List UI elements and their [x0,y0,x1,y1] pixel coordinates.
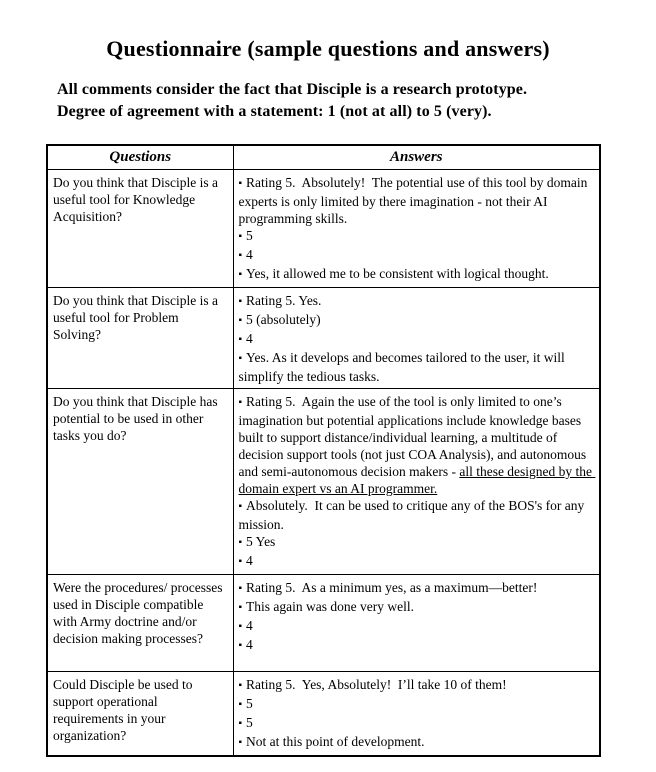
answer-text-underlined: all these designed by the domain expert vs an AI programmer. [238,464,596,496]
answer-text: Rating 5. Yes. [246,293,322,308]
question-cell [47,170,233,288]
bullet-icon: ▪ [238,353,243,364]
answers-cell [233,389,600,575]
answer-text: 4 [246,637,253,652]
answer-item [239,533,594,552]
bullet-icon: ▪ [238,269,243,280]
question-cell [47,575,233,672]
answer-item [239,292,594,311]
answer-text: 5 Yes [246,534,276,549]
bullet-icon: ▪ [238,334,243,345]
table-body [47,170,600,757]
answer-item [239,733,594,752]
answer-text: 5 [246,696,253,711]
question-cell [47,288,233,389]
answer-text: 4 [246,553,253,568]
question-text: Were the procedures/ processes used in Disciple compatible with Army doctrine and/or decision making processes? [53,580,226,646]
answer-item [239,636,594,655]
table-row [47,170,600,288]
answer-item [239,246,594,265]
intro-line-1: All comments consider the fact that Disciple is a research prototype. [57,81,528,98]
answer-text: Yes. As it develops and becomes tailored to the user, it will simplify the tedious tasks. [238,350,569,384]
answer-text: 5 [246,715,253,730]
answer-item [239,676,594,695]
question-text: Could Disciple be used to support operational requirements in your organization? [53,677,196,743]
question-cell [47,672,233,757]
answer-item [239,617,594,636]
question-text: Do you think that Disciple has potential to be used in other tasks you do? [53,394,221,443]
answers-cell [233,672,600,757]
answer-item [239,330,594,349]
answer-item [239,598,594,617]
bullet-icon: ▪ [238,737,243,748]
answer-text: 4 [246,618,253,633]
answers-cell [233,170,600,288]
answer-text: Yes, it allowed me to be consistent with logical thought. [246,266,549,281]
question-text: Do you think that Disciple is a useful tool for Problem Solving? [53,293,222,342]
answer-text: Rating 5. As a minimum yes, as a maximum—better! [246,580,538,595]
question-cell [47,389,233,575]
answer-item [239,349,594,385]
bullet-icon: ▪ [238,556,243,567]
answer-text: Not at this point of development. [246,734,425,749]
questionnaire-table [46,144,601,757]
bullet-icon: ▪ [238,537,243,548]
answer-item [239,714,594,733]
bullet-icon: ▪ [238,397,243,408]
bullet-icon: ▪ [238,583,243,594]
answer-text: Rating 5. Absolutely! The potential use of this tool by domain experts is only limited by there imagination - not their AI programming skills. [238,175,591,226]
bullet-icon: ▪ [238,640,243,651]
questions-column-header: Questions [47,145,233,170]
answer-item [239,174,594,227]
answer-item [239,579,594,598]
answer-text: Rating 5. Again the use of the tool is only limited to one’s imagination but potential applications include knowledge bases built to support distance/individual learning, a multitude of decision support tools (not just COA Analysis), and autonomous and semi-autonomous decision makers - [238,394,590,479]
bullet-icon: ▪ [238,501,243,512]
bullet-icon: ▪ [238,178,243,189]
answers-cell [233,575,600,672]
table-row [47,575,600,672]
answer-text: Absolutely. It can be used to critique any of the BOS's for any mission. [238,498,588,532]
answer-text: Rating 5. Yes, Absolutely! I’ll take 10 of them! [246,677,507,692]
intro-note [57,79,636,123]
bullet-icon: ▪ [238,296,243,307]
answer-item [239,497,594,533]
answer-item [239,311,594,330]
answer-item [239,695,594,714]
bullet-icon: ▪ [238,680,243,691]
answer-item [239,227,594,246]
bullet-icon: ▪ [238,718,243,729]
page-title: Questionnaire (sample questions and answers) [106,36,550,61]
table-row [47,389,600,575]
answer-text: 4 [246,247,253,262]
bullet-icon: ▪ [238,621,243,632]
answer-text: 4 [246,331,253,346]
bullet-icon: ▪ [238,602,243,613]
answer-item [239,552,594,571]
bullet-icon: ▪ [238,315,243,326]
answer-item [239,393,594,497]
answer-item [239,265,594,284]
table-row [47,288,600,389]
answers-column-header: Answers [233,145,600,170]
answer-text: This again was done very well. [246,599,414,614]
intro-line-2: Degree of agreement with a statement: 1 (not at all) to 5 (very). [57,103,492,120]
bullet-icon: ▪ [238,699,243,710]
table-header-row [47,145,600,170]
question-text: Do you think that Disciple is a useful tool for Knowledge Acquisition? [53,175,222,224]
table-row [47,672,600,757]
answers-cell [233,288,600,389]
answer-text: 5 [246,228,253,243]
bullet-icon: ▪ [238,231,243,242]
bullet-icon: ▪ [238,250,243,261]
answer-text: 5 (absolutely) [246,312,321,327]
